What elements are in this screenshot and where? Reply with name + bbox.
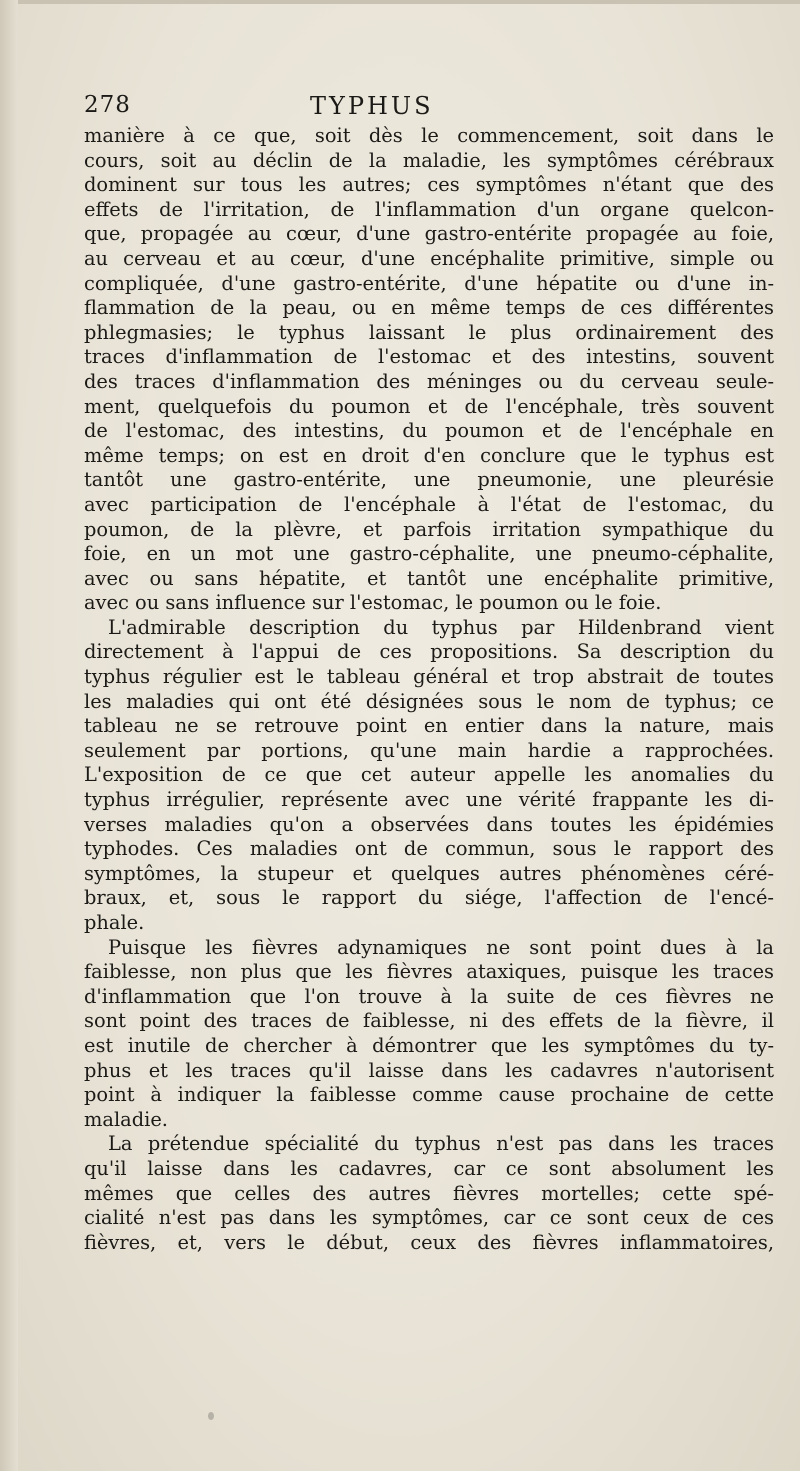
text-line: phale. [84,911,145,934]
text-line: cours, soit au déclin de la maladie, les symptômes cérébraux [84,148,774,172]
text-line: maladie. [84,1107,168,1131]
text-line: L'exposition de ce que cet auteur appelle les anomalies du [84,763,774,787]
text-line: fièvres, et, vers le début, ceux des fièvres inflammatoires, [84,1230,774,1254]
text-line: traces d'inflammation de l'estomac et des intestins, souvent [84,345,774,369]
page-header [84,92,764,126]
text-line: symptômes, la stupeur et quelques autres phénomènes céré- [84,861,774,885]
text-line: typhus régulier est le tableau général et trop abstrait de toutes [84,665,774,689]
text-line: qu'il laisse dans les cadavres, car ce sont absolument les [84,1156,774,1180]
binding-edge-shadow [0,0,18,1471]
text-line: typhodes. Ces maladies ont de commun, sous le rapport des [84,837,774,861]
text-line: de l'estomac, des intestins, du poumon et de l'encéphale en [84,419,774,443]
text-line: des traces d'inflammation des méninges ou du cerveau seule- [84,369,774,393]
text-line: même temps; on est en droit d'en conclure que le typhus est [84,443,774,467]
text-line: faiblesse, non plus que les fièvres ataxiques, puisque les traces [84,960,774,984]
text-line: avec participation de l'encéphale à l'état de l'estomac, du [84,492,774,516]
text-line: braux, et, sous le rapport du siége, l'affection de l'encé- [84,886,774,910]
text-line: Puisque les fièvres adynamiques ne sont point dues à la [108,935,774,959]
text-line: tableau ne se retrouve point en entier dans la nature, mais [84,714,774,738]
text-line: que, propagée au cœur, d'une gastro-entérite propagée au foie, [84,222,774,246]
text-line: phlegmasies; le typhus laissant le plus ordinairement des [84,320,774,344]
text-line: au cerveau et au cœur, d'une encéphalite primitive, simple ou [84,246,774,270]
text-line: manière à ce que, soit dès le commencement, soit dans le [84,124,774,147]
text-line: phus et les traces qu'il laisse dans les cadavres n'autorisent [84,1058,774,1082]
text-line: mêmes que celles des autres fièvres mortelles; cette spé- [84,1181,774,1205]
text-line: les maladies qui ont été désignées sous le nom de typhus; ce [84,689,774,713]
text-line: directement à l'appui de ces propositions. Sa description du [84,640,774,664]
text-line: L'admirable description du typhus par Hildenbrand vient [108,615,774,639]
text-line: tantôt une gastro-entérite, une pneumonie, une pleurésie [84,468,774,492]
text-line: avec ou sans influence sur l'estomac, le poumon ou le foie. [84,591,662,615]
text-line: effets de l'irritation, de l'inflammation d'un organe quelcon- [84,197,774,221]
text-line: d'inflammation que l'on trouve à la suite de ces fièvres ne [84,984,774,1008]
body-text [84,124,774,1255]
top-edge-shadow [0,0,800,4]
text-line: typhus irrégulier, représente avec une vérité frappante les di- [84,788,774,812]
text-line: avec ou sans hépatite, et tantôt une encéphalite primitive, [84,566,774,590]
text-line: sont point des traces de faiblesse, ni des effets de la fièvre, il [84,1009,774,1033]
text-line: flammation de la peau, ou en même temps de ces différentes [84,296,774,320]
text-line: foie, en un mot une gastro-céphalite, une pneumo-céphalite, [84,542,774,566]
page-number: 278 [84,92,131,118]
text-line: verses maladies qu'on a observées dans toutes les épidémies [84,812,774,836]
text-line: compliquée, d'une gastro-entérite, d'une hépatite ou d'une in- [84,271,774,295]
text-line: dominent sur tous les autres; ces symptômes n'étant que des [84,173,774,197]
text-line: ment, quelquefois du poumon et de l'encéphale, très souvent [84,394,774,418]
running-head: TYPHUS [310,92,434,120]
text-line: est inutile de chercher à démontrer que les symptômes du ty- [84,1033,774,1057]
text-line: La prétendue spécialité du typhus n'est pas dans les traces [108,1132,774,1156]
text-line: poumon, de la plèvre, et parfois irritation sympathique du [84,517,774,541]
text-line: seulement par portions, qu'une main hardie a rapprochées. [84,738,774,762]
ink-spot [208,1412,214,1420]
text-line: point à indiquer la faiblesse comme cause prochaine de cette [84,1083,774,1107]
text-line: cialité n'est pas dans les symptômes, car ce sont ceux de ces [84,1206,774,1230]
